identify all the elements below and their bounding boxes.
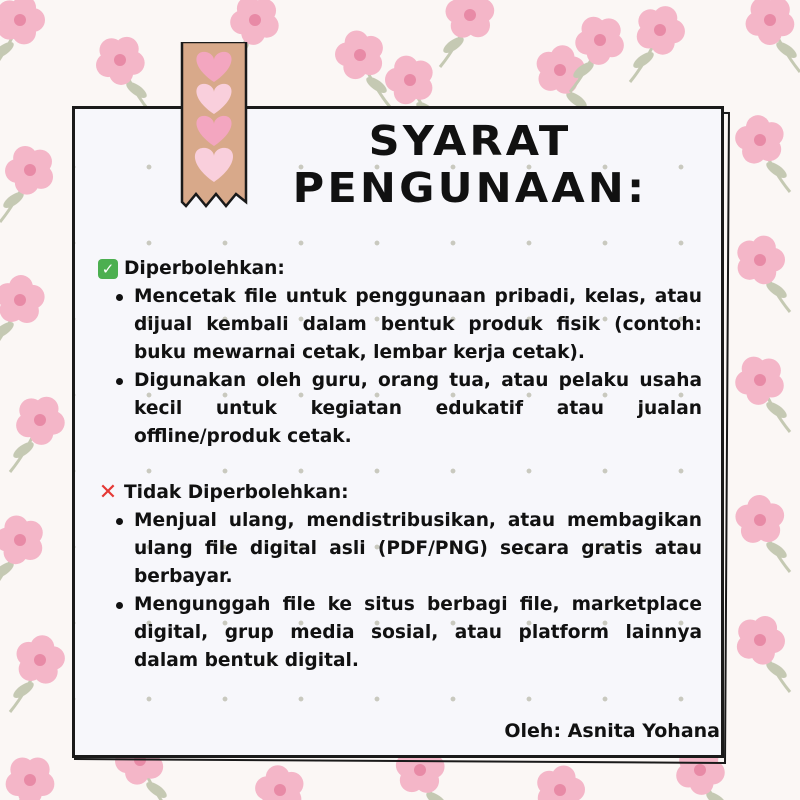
leaf-shape <box>11 439 36 461</box>
flower-icon <box>16 397 65 445</box>
flower-icon <box>0 275 45 323</box>
leaf-shape <box>764 159 789 181</box>
flower-icon <box>637 6 685 55</box>
list-item: Digunakan oleh guru, orang tua, atau pelaku usaha kecil untuk kegiatan edukatif atau jualan offline/produk cetak. <box>98 367 702 451</box>
list-item: Menjual ulang, mendistribusikan, atau membagikan ulang file digital asli (PDF/PNG) secara gratis atau berbayar. <box>98 507 702 591</box>
leaf-shape <box>764 539 789 561</box>
flower-icon <box>537 766 585 800</box>
leaf-shape <box>0 39 16 61</box>
cross-mark-icon: ✕ <box>98 480 118 505</box>
allowed-list <box>98 283 702 451</box>
flower-icon <box>385 56 433 105</box>
leaf-shape <box>764 399 789 421</box>
title-line-2: PENGUNAAN: <box>292 164 648 212</box>
flower-icon <box>0 0 45 44</box>
flower-icon <box>737 236 785 285</box>
flower-icon <box>737 616 785 665</box>
author-credit: Oleh: Asnita Yohana <box>504 720 720 742</box>
flower-icon <box>5 146 53 195</box>
allowed-heading <box>98 255 702 283</box>
flower-icon <box>0 516 43 565</box>
list-item: Mengunggah file ke situs berbagi file, marketplace digital, grup media sosial, atau platform lainnya dalam bentuk digital. <box>98 591 702 675</box>
flower-icon <box>735 495 784 543</box>
page-title <box>239 118 701 212</box>
flower-icon <box>335 30 383 79</box>
leaf-shape <box>144 779 169 800</box>
flower-icon <box>17 635 65 683</box>
leaf-shape <box>11 679 36 701</box>
forbidden-list <box>98 507 702 675</box>
allowed-heading-label: Diperbolehkan: <box>124 258 285 279</box>
flower-icon <box>575 17 624 65</box>
flower-icon <box>6 757 55 800</box>
forbidden-heading <box>98 479 702 507</box>
flower-icon <box>735 357 784 405</box>
leaf-shape <box>774 39 799 61</box>
list-item: Mencetak file untuk penggunaan pribadi, kelas, atau dijual kembali dalam bentuk produk fisik (contoh: buku mewarnai cetak, lembar kerja cetak). <box>98 283 702 367</box>
leaf-shape <box>0 319 16 341</box>
heart-washi-tape <box>180 42 248 214</box>
flower-icon <box>446 0 495 38</box>
flower-icon <box>255 765 303 800</box>
leaf-shape <box>631 49 656 71</box>
terms-content <box>98 255 702 675</box>
title-line-1: SYARAT <box>368 117 572 165</box>
forbidden-heading-label: Tidak Diperbolehkan: <box>124 482 349 503</box>
flower-icon <box>746 0 795 45</box>
flower-icon <box>230 0 278 45</box>
check-mark-icon: ✓ <box>98 259 118 279</box>
flower-icon <box>735 115 783 163</box>
flower-icon <box>96 37 145 85</box>
